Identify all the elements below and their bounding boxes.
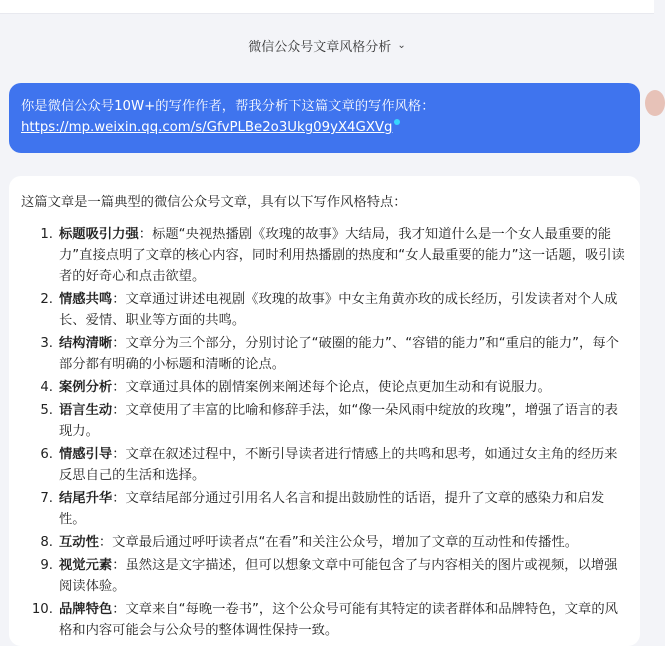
user-message-bubble	[9, 83, 640, 153]
item-title: 情感引导	[59, 447, 113, 462]
user-message-text: 你是微信公众号10W+的写作作者，帮我分析下这篇文章的写作风格：	[21, 99, 435, 114]
item-text: ：文章分为三个部分，分别讨论了“破圈的能力”、“容错的能力”和“重启的能力”，每个部分都有明确的小标题和清晰的论点。	[59, 336, 619, 372]
conversation-title-dropdown[interactable]	[0, 30, 654, 60]
item-text: ：文章通过讲述电视剧《玫瑰的故事》中女主角黄亦玫的成长经历，引发读者对个人成长、爱情、职业等方面的共鸣。	[59, 292, 618, 328]
item-text: ：文章结尾部分通过引用名人名言和提出鼓励性的话语，提升了文章的感染力和启发性。	[59, 491, 605, 527]
article-link[interactable]: https://mp.weixin.qq.com/s/GfvPLBe2o3Ukg09yX4GXVg	[21, 120, 393, 135]
list-item	[21, 224, 626, 287]
list-item	[21, 444, 626, 486]
item-number: 2.	[40, 292, 53, 307]
item-text: ：文章使用了丰富的比喻和修辞手法，如“像一朵风雨中绽放的玫瑰”，增强了语言的表现力。	[59, 403, 618, 439]
item-number: 7.	[40, 491, 53, 506]
style-points-list	[21, 224, 626, 641]
top-bar	[0, 0, 654, 14]
item-title: 语言生动	[59, 403, 113, 418]
assistant-answer-card	[9, 176, 640, 646]
item-title: 情感共鸣	[59, 292, 113, 307]
list-item	[21, 400, 626, 442]
chevron-down-icon: ⌄	[397, 39, 406, 51]
item-number: 10.	[31, 602, 53, 617]
item-number: 9.	[40, 558, 53, 573]
item-number: 4.	[40, 380, 53, 395]
list-item	[21, 555, 626, 597]
list-item	[21, 289, 626, 331]
item-text: ：标题“央视热播剧《玫瑰的故事》大结局，我才知道什么是一个女人最重要的能力”直接点明了文章的核心内容，同时利用热播剧的热度和“女人最重要的能力”这一话题，吸引读者的好奇心和点击欲望。	[59, 227, 625, 284]
item-number: 3.	[40, 336, 53, 351]
answer-intro: 这篇文章是一篇典型的微信公众号文章，具有以下写作风格特点：	[21, 195, 407, 210]
item-text: ：文章在叙述过程中，不断引导读者进行情感上的共鸣和思考，如通过女主角的经历来反思自己的生活和选择。	[59, 447, 618, 483]
item-text: ：虽然这是文字描述，但可以想象文章中可能包含了与内容相关的图片或视频，以增强阅读体验。	[59, 558, 618, 594]
item-number: 8.	[40, 535, 53, 550]
item-title: 结构清晰	[59, 336, 113, 351]
list-item	[21, 377, 626, 398]
conversation-title: 微信公众号文章风格分析	[248, 39, 392, 55]
avatar	[645, 90, 665, 116]
item-number: 1.	[40, 227, 53, 242]
item-text: ：文章最后通过呼吁读者点“在看”和关注公众号，增加了文章的互动性和传播性。	[98, 535, 579, 550]
item-title: 结尾升华	[59, 491, 113, 506]
list-item	[21, 532, 626, 553]
item-text: ：文章通过具体的剧情案例来阐述每个论点，使论点更加生动和有说服力。	[112, 380, 551, 395]
item-title: 案例分析	[59, 380, 113, 395]
list-item	[21, 333, 626, 375]
item-number: 5.	[40, 403, 53, 418]
status-dot-icon	[394, 119, 400, 125]
list-item	[21, 488, 626, 530]
item-title: 互动性	[59, 535, 99, 550]
item-title: 视觉元素	[59, 558, 113, 573]
item-title: 标题吸引力强	[59, 227, 139, 242]
item-number: 6.	[40, 447, 53, 462]
item-title: 品牌特色	[59, 602, 113, 617]
item-text: ：文章来自“每晚一卷书”，这个公众号可能有其特定的读者群体和品牌特色，文章的风格和内容可能会与公众号的整体调性保持一致。	[59, 602, 618, 638]
list-item	[21, 599, 626, 641]
